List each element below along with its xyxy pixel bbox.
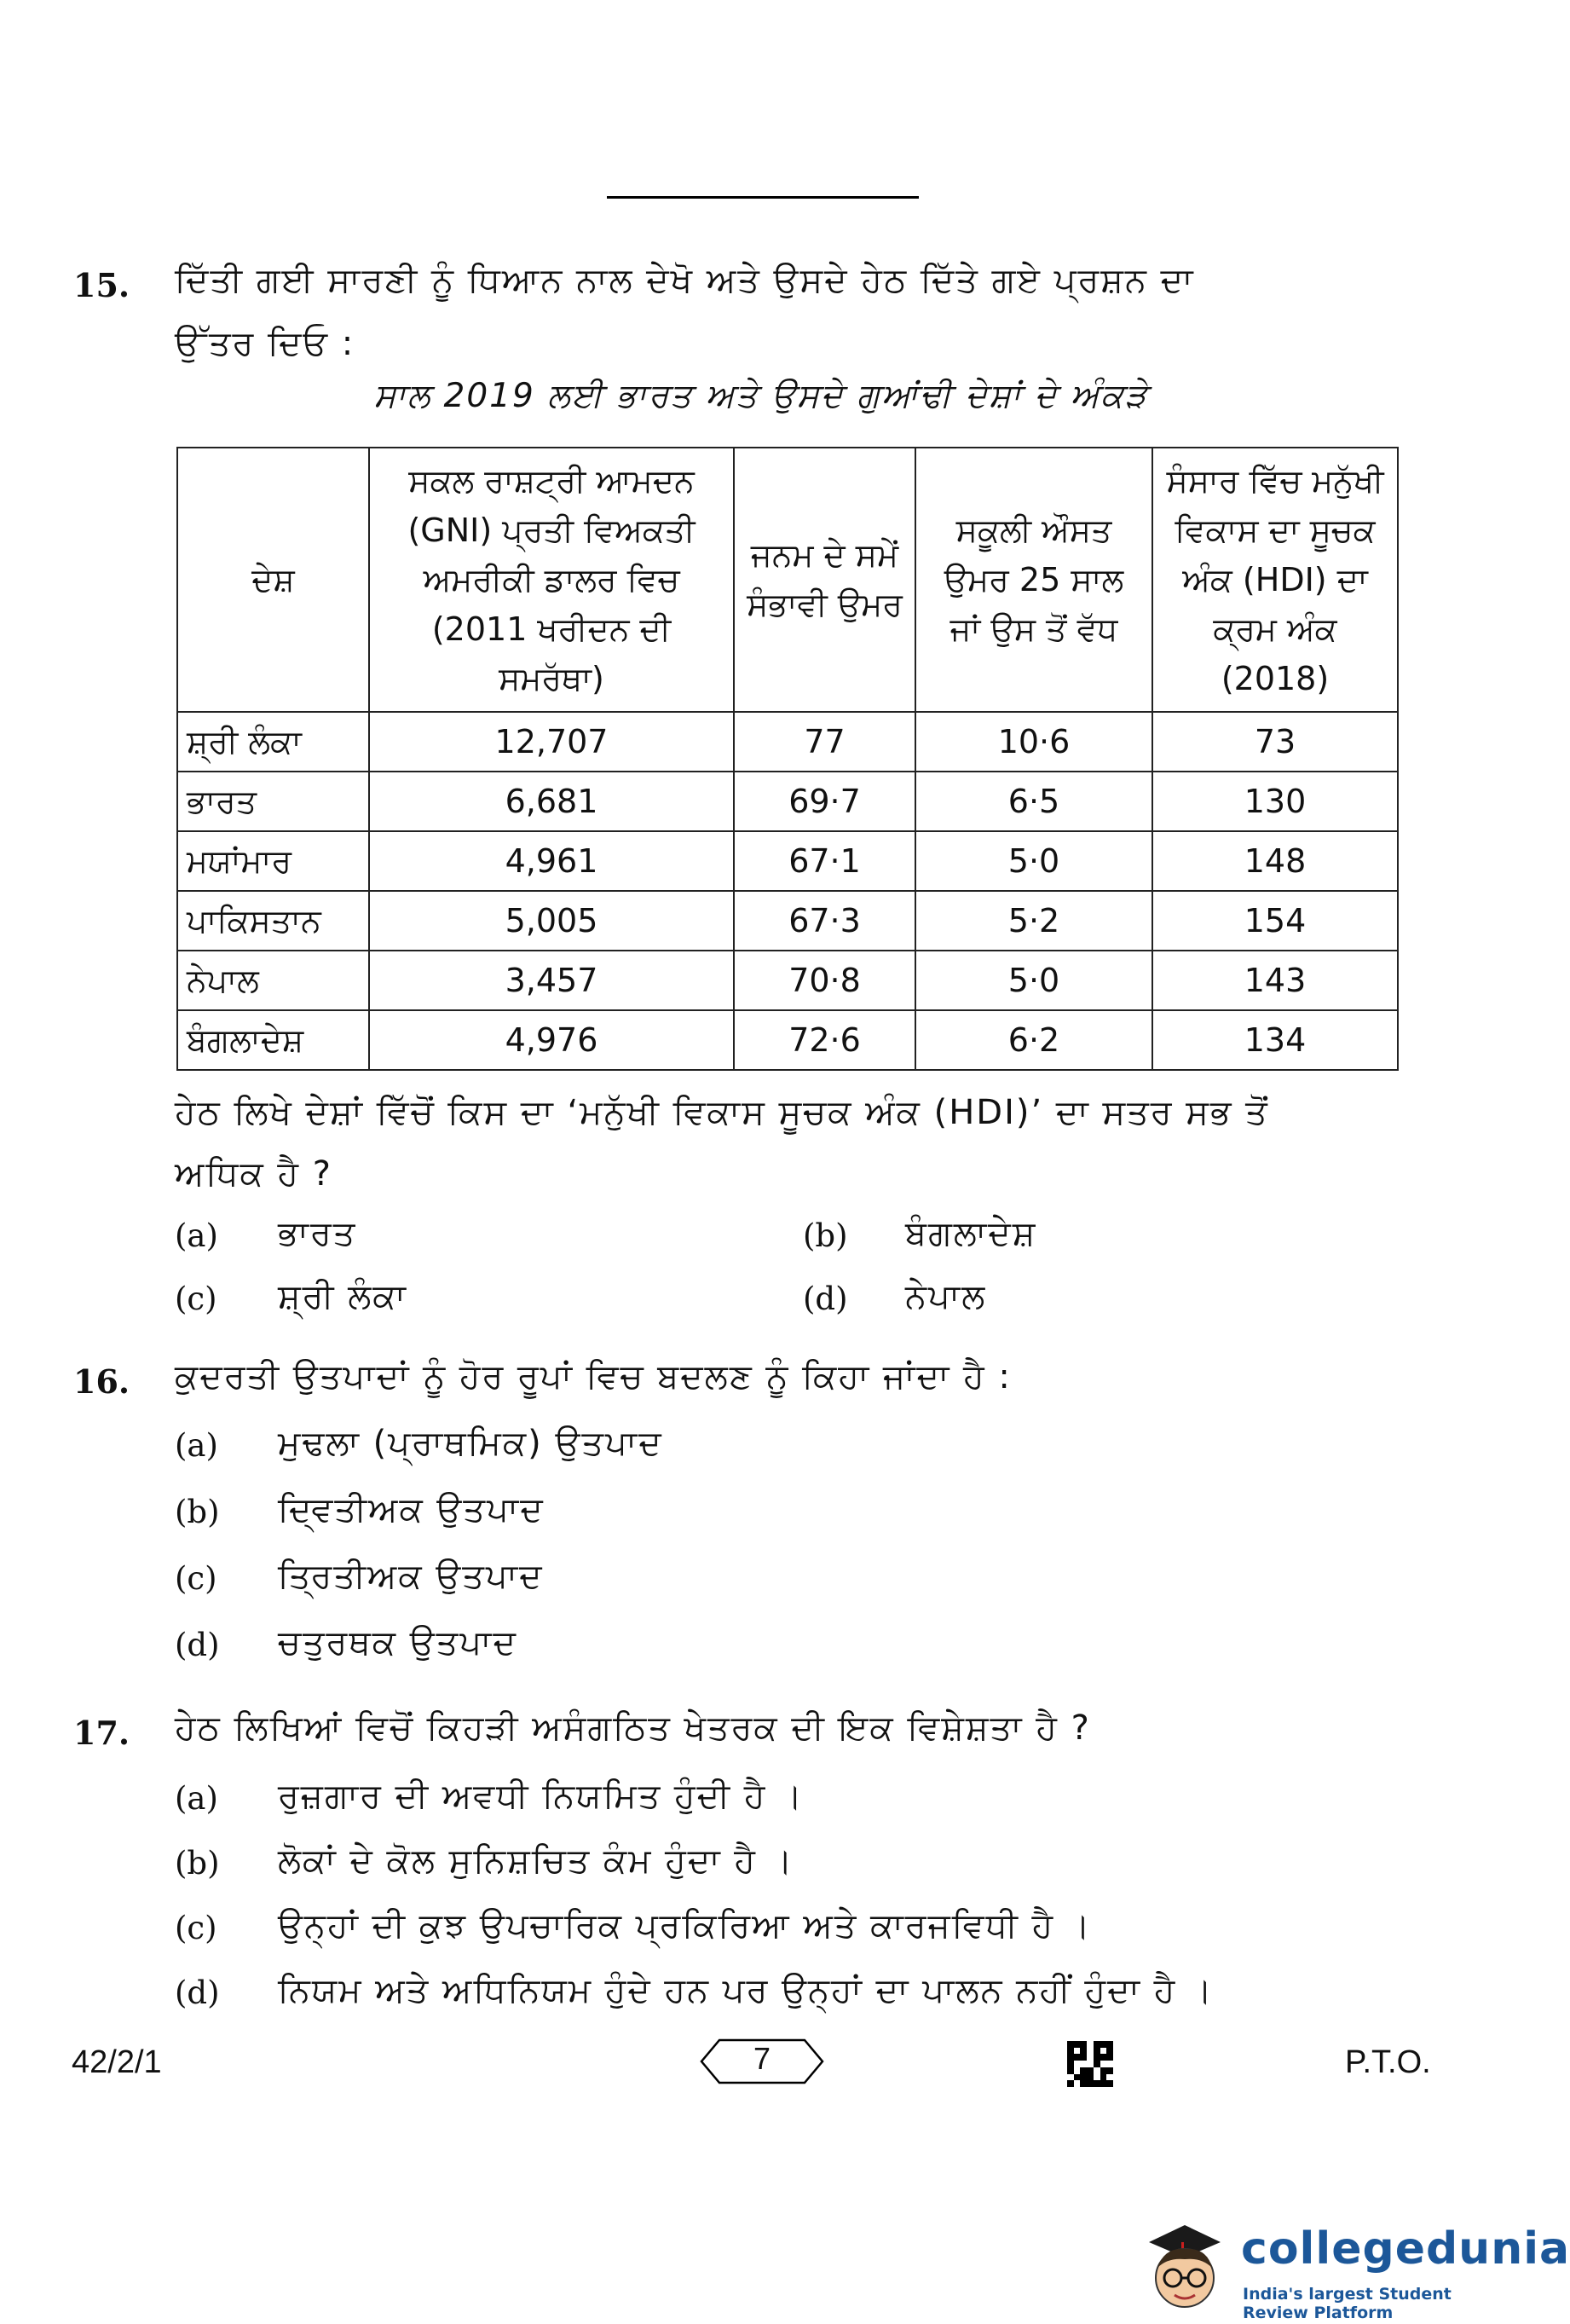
header-life-expectancy: ਜਨਮ ਦੇ ਸਮੇਂ ਸੰਭਾਵੀ ਉਮਰ <box>734 448 915 712</box>
cell-country: ਪਾਕਿਸਤਾਨ <box>177 891 369 951</box>
cell-schooling: 10·6 <box>915 712 1152 772</box>
cell-life-expectancy: 77 <box>734 712 915 772</box>
q16-option-d-text: ਚਤੁਰਥਕ ਉਤਪਾਦ <box>278 1623 517 1662</box>
q16-number: 16. <box>73 1362 130 1401</box>
cell-gni: 3,457 <box>369 951 734 1010</box>
q15-option-c-label: (c) <box>175 1281 217 1317</box>
q15-question-line1: ਹੇਠ ਲਿਖੇ ਦੇਸ਼ਾਂ ਵਿੱਚੋਂ ਕਿਸ ਦਾ ‘ਮਨੁੱਖੀ ਵਿਕਾਸ ਸੂਚਕ ਅੰਕ (HDI)’ ਦਾ ਸਤਰ ਸਭ ਤੋਂ <box>175 1093 1269 1132</box>
table-row <box>177 831 1398 891</box>
cell-schooling: 5·0 <box>915 831 1152 891</box>
q16-option-b-label: (b) <box>175 1494 220 1530</box>
cell-gni: 12,707 <box>369 712 734 772</box>
q17-option-c-text: ਉਨ੍ਹਾਂ ਦੀ ਕੁਝ ਉਪਚਾਰਿਕ ਪ੍ਰਕਿਰਿਆ ਅਤੇ ਕਾਰਜਵਿਧੀ ਹੈ । <box>278 1906 1092 1945</box>
q15-number: 15. <box>73 266 130 304</box>
q15-option-b-label: (b) <box>803 1217 848 1254</box>
cell-hdi-rank: 130 <box>1152 772 1398 831</box>
table-caption: ਸਾਲ 2019 ਲਈ ਭਾਰਤ ਅਤੇ ਉਸਦੇ ਗੁਆਂਢੀ ਦੇਸ਼ਾਂ ਦੇ ਅੰਕੜੇ <box>373 377 1149 415</box>
q16-option-c-label: (c) <box>175 1560 217 1597</box>
cell-hdi-rank: 148 <box>1152 831 1398 891</box>
q15-question-line2: ਅਧਿਕ ਹੈ ? <box>175 1154 332 1194</box>
table-row <box>177 772 1398 831</box>
q17-option-b-text: ਲੋਕਾਂ ਦੇ ਕੋਲ ਸੁਨਿਸ਼ਚਿਤ ਕੰਮ ਹੁੰਦਾ ਹੈ । <box>278 1841 794 1881</box>
cell-life-expectancy: 67·3 <box>734 891 915 951</box>
q17-text: ਹੇਠ ਲਿਖਿਆਂ ਵਿਚੋਂ ਕਿਹੜੀ ਅਸੰਗਠਿਤ ਖੇਤਰਕ ਦੀ ਇਕ ਵਿਸ਼ੇਸ਼ਤਾ ਹੈ ? <box>175 1708 1091 1748</box>
header-hdi-rank: ਸੰਸਾਰ ਵਿੱਚ ਮਨੁੱਖੀ ਵਿਕਾਸ ਦਾ ਸੂਚਕ ਅੰਕ (HDI) ਦਾ ਕ੍ਰਮ ਅੰਕ (2018) <box>1152 448 1398 712</box>
header-gni: ਸਕਲ ਰਾਸ਼ਟ੍ਰੀ ਆਮਦਨ (GNI) ਪ੍ਰਤੀ ਵਿਅਕਤੀ ਅਮਰੀਕੀ ਡਾਲਰ ਵਿਚ (2011 ਖਰੀਦਨ ਦੀ ਸਮਰੱਥਾ) <box>369 448 734 712</box>
pto-label: P.T.O. <box>1345 2044 1431 2080</box>
cell-hdi-rank: 143 <box>1152 951 1398 1010</box>
table-row <box>177 712 1398 772</box>
cell-gni: 4,976 <box>369 1010 734 1070</box>
q15-option-b-text: ਬੰਗਲਾਦੇਸ਼ <box>905 1214 1037 1253</box>
top-rule <box>607 196 919 199</box>
cell-gni: 6,681 <box>369 772 734 831</box>
cell-schooling: 6·2 <box>915 1010 1152 1070</box>
cell-gni: 4,961 <box>369 831 734 891</box>
q15-option-a-label: (a) <box>175 1217 218 1254</box>
table-row <box>177 891 1398 951</box>
q15-option-d-text: ਨੇਪਾਲ <box>905 1277 987 1316</box>
cell-gni: 5,005 <box>369 891 734 951</box>
q16-option-d-label: (d) <box>175 1627 220 1663</box>
q17-option-d-text: ਨਿਯਮ ਅਤੇ ਅਧਿਨਿਯਮ ਹੁੰਦੇ ਹਨ ਪਰ ਉਨ੍ਹਾਂ ਦਾ ਪਾਲਨ ਨਹੀਂ ਹੁੰਦਾ ਹੈ । <box>278 1971 1214 2010</box>
cell-life-expectancy: 72·6 <box>734 1010 915 1070</box>
header-country: ਦੇਸ਼ <box>177 448 369 712</box>
brand-tagline: India's largest Student Review Platform <box>1243 2285 1452 2322</box>
cell-life-expectancy: 70·8 <box>734 951 915 1010</box>
paper-code: 42/2/1 <box>72 2044 162 2080</box>
table-row <box>177 1010 1398 1070</box>
cell-hdi-rank: 73 <box>1152 712 1398 772</box>
q15-text-line1: ਦਿੱਤੀ ਗਈ ਸਾਰਣੀ ਨੂੰ ਧਿਆਨ ਨਾਲ ਦੇਖੋ ਅਤੇ ਉਸਦੇ ਹੇਠ ਦਿੱਤੇ ਗਏ ਪ੍ਰਸ਼ਨ ਦਾ <box>175 261 1195 300</box>
qr-code-icon <box>1067 2041 1113 2087</box>
cell-schooling: 5·2 <box>915 891 1152 951</box>
cell-life-expectancy: 67·1 <box>734 831 915 891</box>
header-schooling: ਸਕੂਲੀ ਔਸਤ ਉਮਰ 25 ਸਾਲ ਜਾਂ ਉਸ ਤੋਂ ਵੱਧ <box>915 448 1152 712</box>
q16-option-a-label: (a) <box>175 1427 218 1464</box>
q15-option-c-text: ਸ਼੍ਰੀ ਲੰਕਾ <box>278 1277 407 1316</box>
q17-option-b-label: (b) <box>175 1845 220 1882</box>
cell-country: ਨੇਪਾਲ <box>177 951 369 1010</box>
q17-option-d-label: (d) <box>175 1974 220 2011</box>
table-header-row <box>177 448 1398 712</box>
cell-country: ਮਯਾਂਮਾਰ <box>177 831 369 891</box>
cell-country: ਭਾਰਤ <box>177 772 369 831</box>
cell-country: ਸ਼੍ਰੀ ਲੰਕਾ <box>177 712 369 772</box>
cell-country: ਬੰਗਲਾਦੇਸ਼ <box>177 1010 369 1070</box>
cell-hdi-rank: 134 <box>1152 1010 1398 1070</box>
mascot-logo-icon <box>1130 2208 1238 2315</box>
q15-option-d-label: (d) <box>803 1281 848 1317</box>
cell-schooling: 6·5 <box>915 772 1152 831</box>
q17-option-a-label: (a) <box>175 1780 218 1817</box>
q17-number: 17. <box>73 1714 130 1752</box>
brand-name: collegedunia <box>1241 2223 1570 2275</box>
q16-option-b-text: ਦ੍ਵਿਤੀਅਕ ਉਤਪਾਦ <box>278 1490 545 1529</box>
cell-hdi-rank: 154 <box>1152 891 1398 951</box>
q17-option-c-label: (c) <box>175 1910 217 1946</box>
cell-life-expectancy: 69·7 <box>734 772 915 831</box>
q16-option-a-text: ਮੁਢਲਾ (ਪ੍ਰਾਥਮਿਕ) ਉਤਪਾਦ <box>278 1424 663 1463</box>
page-number: 7 <box>753 2041 771 2076</box>
q16-text: ਕੁਦਰਤੀ ਉਤਪਾਦਾਂ ਨੂੰ ਹੋਰ ਰੂਪਾਂ ਵਿਚ ਬਦਲਣ ਨੂੰ ਕਿਹਾ ਜਾਂਦਾ ਹੈ : <box>175 1357 1012 1396</box>
cell-schooling: 5·0 <box>915 951 1152 1010</box>
data-table <box>176 447 1399 1071</box>
q17-option-a-text: ਰੁਜ਼ਗਾਰ ਦੀ ਅਵਧੀ ਨਿਯਮਿਤ ਹੁੰਦੀ ਹੈ । <box>278 1777 805 1816</box>
q15-option-a-text: ਭਾਰਤ <box>278 1214 357 1253</box>
table-row <box>177 951 1398 1010</box>
q16-option-c-text: ਤ੍ਰਿਤੀਅਕ ਉਤਪਾਦ <box>278 1557 544 1596</box>
q15-text-line2: ਉੱਤਰ ਦਿਓ : <box>175 324 355 363</box>
